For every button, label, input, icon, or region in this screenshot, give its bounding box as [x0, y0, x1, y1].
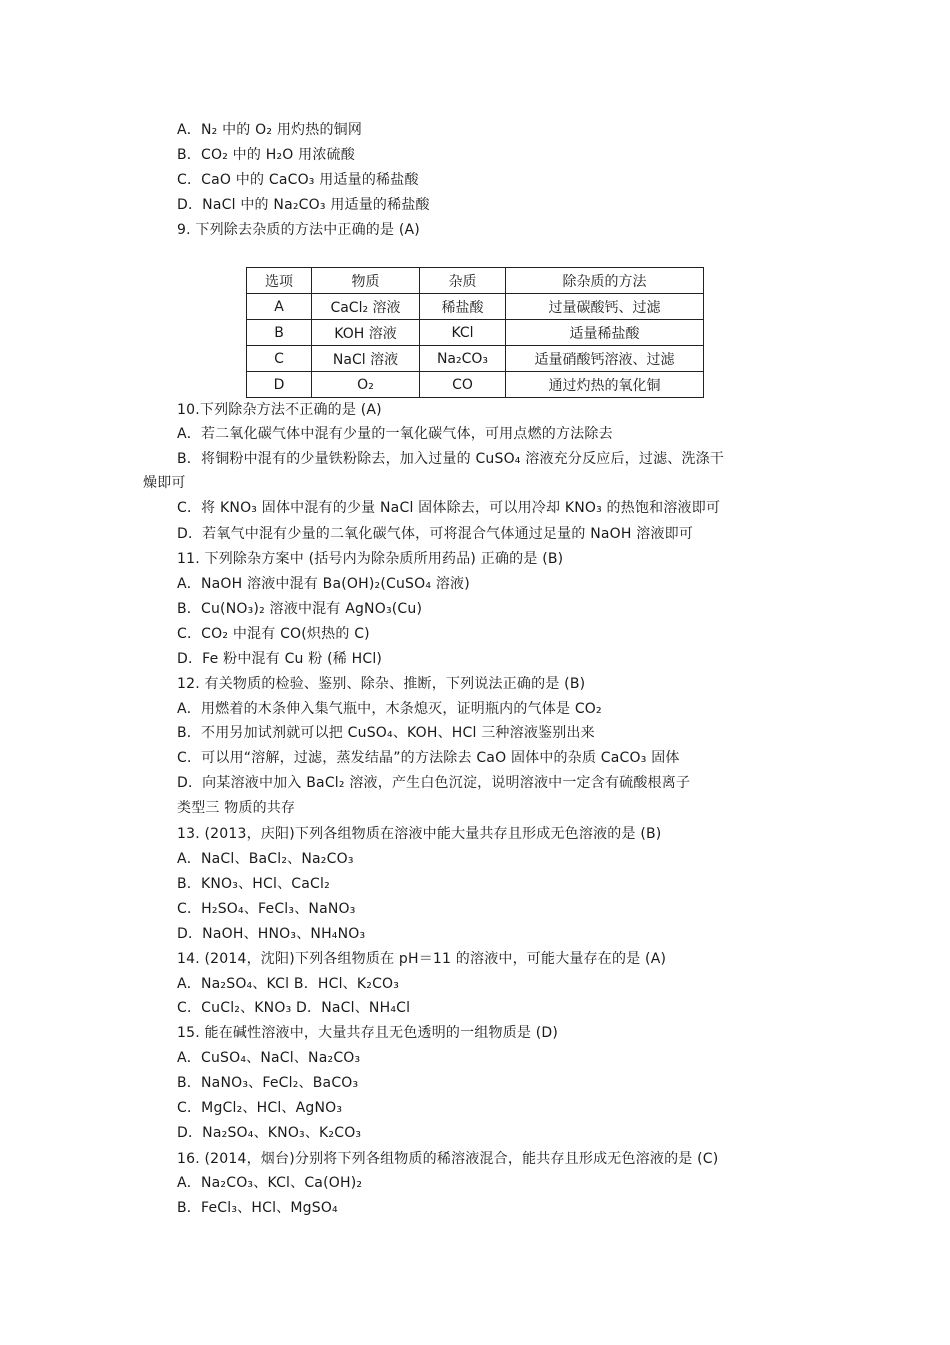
- question-16: 16. (2014，烟台)分别将下列各组物质的稀溶液混合，能共存且形成无色溶液的是 (C): [177, 1151, 719, 1167]
- option-line: D．NaOH、HNO₃、NH₄NO₃: [177, 926, 366, 942]
- option-line: A．若二氧化碳气体中混有少量的一氧化碳气体，可用点燃的方法除去: [177, 426, 613, 442]
- option-line-continued: 燥即可: [143, 475, 186, 491]
- table-row: [247, 346, 704, 372]
- option-line: B．NaNO₃、FeCl₂、BaCO₃: [177, 1075, 359, 1091]
- option-line: C．MgCl₂、HCl、AgNO₃: [177, 1100, 343, 1116]
- question-14: 14. (2014，沈阳)下列各组物质在 pH＝11 的溶液中，可能大量存在的是 (A): [177, 951, 667, 967]
- table-cell: KCl: [420, 320, 506, 346]
- table-cell: Na₂CO₃: [420, 346, 506, 372]
- question-9: 9. 下列除去杂质的方法中正确的是 (A): [177, 222, 420, 238]
- table-cell: B: [247, 320, 312, 346]
- table-cell: D: [247, 372, 312, 398]
- table-header-row: [247, 268, 704, 294]
- option-line: B．不用另加试剂就可以把 CuSO₄、KOH、HCl 三种溶液鉴别出来: [177, 725, 595, 741]
- table-header-cell: 选项: [247, 268, 312, 294]
- option-line: C．CaO 中的 CaCO₃ 用适量的稀盐酸: [177, 172, 419, 188]
- table-cell: A: [247, 294, 312, 320]
- option-line: D．Fe 粉中混有 Cu 粉 (稀 HCl): [177, 651, 383, 667]
- table-cell: 适量稀盐酸: [506, 320, 704, 346]
- option-line: C．将 KNO₃ 固体中混有的少量 NaCl 固体除去，可以用冷却 KNO₃ 的热饱和溶液即可: [177, 500, 721, 516]
- table-cell: CaCl₂ 溶液: [312, 294, 420, 320]
- option-line: B．将铜粉中混有的少量铁粉除去，加入过量的 CuSO₄ 溶液充分反应后，过滤、洗涤干: [177, 451, 725, 467]
- table-cell: 通过灼热的氧化铜: [506, 372, 704, 398]
- table-cell: NaCl 溶液: [312, 346, 420, 372]
- table-header-cell: 除杂质的方法: [506, 268, 704, 294]
- table-row: [247, 294, 704, 320]
- impurity-table: [246, 267, 704, 398]
- table-cell: C: [247, 346, 312, 372]
- option-line: C．CO₂ 中混有 CO(炽热的 C): [177, 626, 370, 642]
- option-line: A．N₂ 中的 O₂ 用灼热的铜网: [177, 122, 363, 138]
- table-cell: 适量硝酸钙溶液、过滤: [506, 346, 704, 372]
- option-line: B．Cu(NO₃)₂ 溶液中混有 AgNO₃(Cu): [177, 601, 423, 617]
- table-cell: O₂: [312, 372, 420, 398]
- table-row: [247, 372, 704, 398]
- option-line: A．Na₂CO₃、KCl、Ca(OH)₂: [177, 1175, 363, 1191]
- table-row: [247, 320, 704, 346]
- option-line: B．CO₂ 中的 H₂O 用浓硫酸: [177, 147, 355, 163]
- option-line: A．CuSO₄、NaCl、Na₂CO₃: [177, 1050, 361, 1066]
- option-line: C．CuCl₂、KNO₃ D．NaCl、NH₄Cl: [177, 1000, 411, 1016]
- table-header-cell: 杂质: [420, 268, 506, 294]
- question-15: 15. 能在碱性溶液中，大量共存且无色透明的一组物质是 (D): [177, 1025, 559, 1041]
- question-11: 11. 下列除杂方案中 (括号内为除杂质所用药品) 正确的是 (B): [177, 551, 564, 567]
- option-line: B．FeCl₃、HCl、MgSO₄: [177, 1200, 338, 1216]
- option-line: D．Na₂SO₄、KNO₃、K₂CO₃: [177, 1125, 362, 1141]
- option-line: C．可以用“溶解，过滤，蒸发结晶”的方法除去 CaO 固体中的杂质 CaCO₃ 固体: [177, 750, 680, 766]
- table-header-cell: 物质: [312, 268, 420, 294]
- question-10: 10.下列除杂方法不正确的是 (A): [177, 402, 382, 418]
- table-cell: KOH 溶液: [312, 320, 420, 346]
- option-line: A．NaOH 溶液中混有 Ba(OH)₂(CuSO₄ 溶液): [177, 576, 470, 592]
- option-line: A．NaCl、BaCl₂、Na₂CO₃: [177, 851, 354, 867]
- option-line: C．H₂SO₄、FeCl₃、NaNO₃: [177, 901, 356, 917]
- option-line: A．Na₂SO₄、KCl B．HCl、K₂CO₃: [177, 976, 400, 992]
- option-line: B．KNO₃、HCl、CaCl₂: [177, 876, 330, 892]
- option-line: A．用燃着的木条伸入集气瓶中，木条熄灭，证明瓶内的气体是 CO₂: [177, 701, 602, 717]
- table-cell: 过量碳酸钙、过滤: [506, 294, 704, 320]
- option-line: D．向某溶液中加入 BaCl₂ 溶液，产生白色沉淀，说明溶液中一定含有硫酸根离子: [177, 775, 691, 791]
- table-cell: 稀盐酸: [420, 294, 506, 320]
- question-13: 13. (2013，庆阳)下列各组物质在溶液中能大量共存且形成无色溶液的是 (B): [177, 826, 662, 842]
- option-line: D．NaCl 中的 Na₂CO₃ 用适量的稀盐酸: [177, 197, 430, 213]
- table-cell: CO: [420, 372, 506, 398]
- question-12: 12. 有关物质的检验、鉴别、除杂、推断，下列说法正确的是 (B): [177, 676, 586, 692]
- option-line: D．若氧气中混有少量的二氧化碳气体，可将混合气体通过足量的 NaOH 溶液即可: [177, 526, 694, 542]
- section-heading: 类型三 物质的共存: [177, 800, 296, 816]
